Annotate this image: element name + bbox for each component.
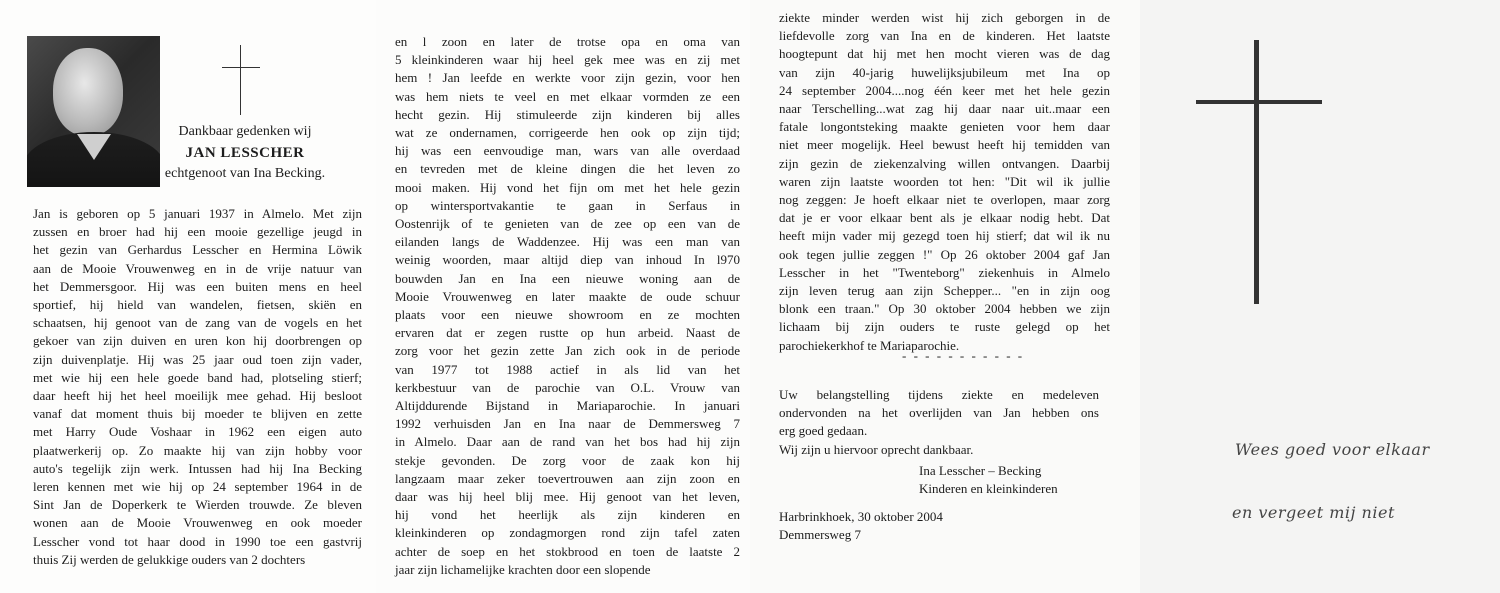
text-line: lichaam bij zijn ouders te ruste gelegd op het: [779, 319, 1110, 335]
text-line: 24 september 2004....nog één keer met het hele gezin: [779, 82, 1110, 98]
heading-spouse: echtgenoot van Ina Becking.: [164, 166, 326, 181]
text-line: Wij zijn u hiervoor oprecht dankbaar.: [779, 441, 974, 457]
text-line: en tevreden met de kleine dingen die het leven zo: [395, 161, 740, 177]
text-line: ook tegen jullie zeggen !" Op 26 oktober 2004 gaf Jan: [779, 246, 1110, 262]
street-address: Demmersweg 7: [779, 527, 861, 542]
text-line: gekoer van zijn duiven en uren kon hij doorbrengen op: [33, 333, 362, 349]
text-line: was hem niets te veel en met elkaar vormden ze een: [395, 88, 740, 104]
text-line: parochiekerkhof te Mariaparochie.: [779, 337, 960, 353]
text-line: van zijn 40-jarig huwelijksjubileum met Ina op: [779, 64, 1110, 80]
text-line: thuis Zij werden de gelukkige ouders van 2 dochters: [33, 551, 306, 567]
text-line: Lesscher vond tot haar dood in 1990 toe een gastvrij: [33, 533, 362, 549]
motto-line-2: en vergeet mij niet: [1232, 503, 1395, 522]
text-line: in Almelo. Daar aan de rand van het bos had hij zijn: [395, 434, 740, 450]
text-line: Uw belangstelling tijdens ziekte en medeleven: [779, 387, 1099, 402]
text-line: jaar zijn lichamelijke krachten door een slopende: [395, 561, 651, 577]
obituary-panel-3: [750, 0, 1140, 593]
text-line: daar was hij heel blij mee. Hij genoot van het leven,: [395, 489, 740, 505]
text-line: zijn leven terug aan zijn Schepper... "en in zijn oog: [779, 283, 1110, 299]
signature-family: Kinderen en kleinkinderen: [919, 481, 1058, 496]
text-line: op wintersportvakantie te gaan in Serfaus in: [395, 197, 740, 213]
text-line: 5 kleinkinderen waar hij heel gek mee was en zij met: [395, 52, 740, 68]
biography-text-part-1: [33, 205, 362, 569]
text-line: Lesscher in het "Twenteborg" ziekenhuis in Almelo: [779, 264, 1110, 280]
text-line: ziekte minder werden wist hij zich geborgen in de: [779, 10, 1110, 25]
text-line: wat ze ondernamen, corrigeerde hen ook op zijn tijd;: [395, 125, 740, 141]
text-line: auto's tegelijk zijn werk. Intussen had hij Ina Becking: [33, 460, 362, 476]
large-cross-icon: [1196, 40, 1322, 304]
text-line: schaatsen, hij genoot van de zang van de vogels en het: [33, 315, 362, 331]
text-line: Altijddurende Bijstand in Mariaparochie. In januari: [395, 398, 740, 414]
text-line: bouwden Jan en Ina een nieuwe woning aan de: [395, 270, 740, 286]
text-line: het Demmersgoor. Hij was een buiten mens en heel: [33, 278, 362, 294]
biography-text-part-2: [395, 33, 740, 579]
text-line: met wie hij een hele goede band had, plotseling stierf;: [33, 369, 362, 385]
obituary-panel-1: [0, 0, 376, 593]
text-line: Jan is geboren op 5 januari 1937 in Almelo. Met zijn: [33, 206, 362, 221]
motto-line-1: Wees goed voor elkaar: [1235, 440, 1430, 459]
obituary-panel-4: [1140, 0, 1500, 593]
text-line: hem ! Jan leefde en werkte voor zijn gezin, voor hen: [395, 70, 740, 86]
text-line: zijn duivenplatje. Hij was 25 jaar oud toen zijn vader,: [33, 351, 362, 367]
text-line: ondervonden na het overlijden van Jan hebben ons: [779, 405, 1099, 421]
text-line: zorg voor het gezin zette Jan zich ook in de periode: [395, 343, 740, 359]
text-line: daar heeft hij het heel moeilijk mee gehad. Hij besloot: [33, 388, 362, 404]
text-line: hecht gezin. Hij stimuleerde zijn kinderen bij alles: [395, 106, 740, 122]
small-cross-icon: [222, 45, 260, 115]
text-line: nog zeggen: Je hoeft elkaar niet te overlopen, maar zorg: [779, 192, 1110, 208]
deceased-name: JAN LESSCHER: [185, 145, 305, 161]
text-line: aan de Mooie Vrouwenweg en in de vrije natuur van: [33, 260, 362, 276]
text-line: achter de soep en het stokbrood en toen de laatste 2: [395, 543, 740, 559]
biography-text-part-3: [779, 9, 1110, 355]
text-line: stekje gevonden. De zorg voor de zaak kon hij: [395, 452, 740, 468]
text-line: hij was een eenvoudige man, wars van alle overdaad: [395, 143, 740, 159]
heading-intro: Dankbaar gedenken wij: [178, 124, 312, 139]
text-line: plaatwerkerij op. Zo maakte hij van zijn hobby voor: [33, 442, 362, 458]
text-line: zussen en broer had hij een mooie gezellige jeugd in: [33, 224, 362, 240]
text-line: sportief, hij hield van wandelen, fietsen, skiën en: [33, 297, 362, 313]
text-line: het gezin van Gerhardus Lesscher en Hermina Löwik: [33, 242, 362, 258]
text-line: Oostenrijk of te genieten van de zee op een van de: [395, 216, 740, 232]
place-date: Harbrinkhoek, 30 oktober 2004: [779, 509, 943, 524]
text-line: zijn gezin de ziekenzalving willen ontvangen. Daarbij: [779, 155, 1110, 171]
text-line: en l zoon en later de trotse opa en oma van: [395, 34, 740, 49]
text-line: van 1977 tot 1988 actief in als lid van het: [395, 361, 740, 377]
text-line: leren kennen met wie hij op 24 september 1964 in de: [33, 479, 362, 495]
text-line: kleinkinderen op zondagmorgen rond zijn tafel zaten: [395, 525, 740, 541]
separator-dashes: - - - - - - - - - - -: [902, 348, 1025, 363]
text-line: vanaf dat moment thuis bij moeder te blijven en zette: [33, 406, 362, 422]
text-line: niet meer mogelijk. Heel bewust heeft hij temidden van: [779, 137, 1110, 153]
portrait-photo: [27, 36, 160, 187]
text-line: weinig woorden, maar altijd diep van inhoud In l970: [395, 252, 740, 268]
text-line: naar Terschelling...wat zag hij daar naar uit..maar een: [779, 101, 1110, 117]
text-line: Mooie Vrouwenweg en later maakte de oude schuur: [395, 288, 740, 304]
text-line: wonen aan de Mooie Vrouwenweg en ook moeder: [33, 515, 362, 531]
text-line: fatale longontsteking maakte genieten voor hem daar: [779, 119, 1110, 135]
text-line: dat je er voor elkaar bent als je elkaar nodig hebt. Dat: [779, 210, 1110, 226]
text-line: blonk een traan." Op 30 oktober 2004 hebben we zijn: [779, 301, 1110, 317]
text-line: 1992 verhuisden Jan en Ina naar de Demmersweg 7: [395, 416, 740, 432]
text-line: mooi maken. Hij vond het fijn om met het hele gezin: [395, 179, 740, 195]
text-line: hoogtepunt dat hij met hen mocht vieren was de dag: [779, 46, 1110, 62]
portrait-face: [53, 48, 123, 136]
text-line: hij vond het heerlijk als zijn kinderen en: [395, 507, 740, 523]
text-line: met Harry Oude Voshaar in 1962 een eigen auto: [33, 424, 362, 440]
text-line: kerkbestuur van de parochie van O.L. Vrouw van: [395, 379, 740, 395]
text-line: erg goed gedaan.: [779, 423, 868, 439]
text-line: langzaam maar zeker toevertrouwen aan zijn zoon en: [395, 470, 740, 486]
thanks-text: [779, 386, 1099, 459]
text-line: ervaren dat er zegen rustte op hun arbeid. Naast de: [395, 325, 740, 341]
text-line: heeft mijn vader mij gezegd toen hij stierf; dat wil ik nu: [779, 228, 1110, 244]
text-line: eilanden langs de Waddenzee. Hij was een man van: [395, 234, 740, 250]
text-line: plaats voor een nieuwe showroom en ze mochten: [395, 307, 740, 323]
text-line: Sint Jan de Doperkerk te Wierden trouwde. Ze bleven: [33, 497, 362, 513]
signature-spouse: Ina Lesscher – Becking: [919, 463, 1042, 478]
text-line: waren zijn laatste woorden tot hen: "Dit wil ik jullie: [779, 173, 1110, 189]
obituary-panel-2: [376, 0, 750, 593]
text-line: liefdevolle zorg van Ina en de kinderen. Het laatste: [779, 28, 1110, 44]
